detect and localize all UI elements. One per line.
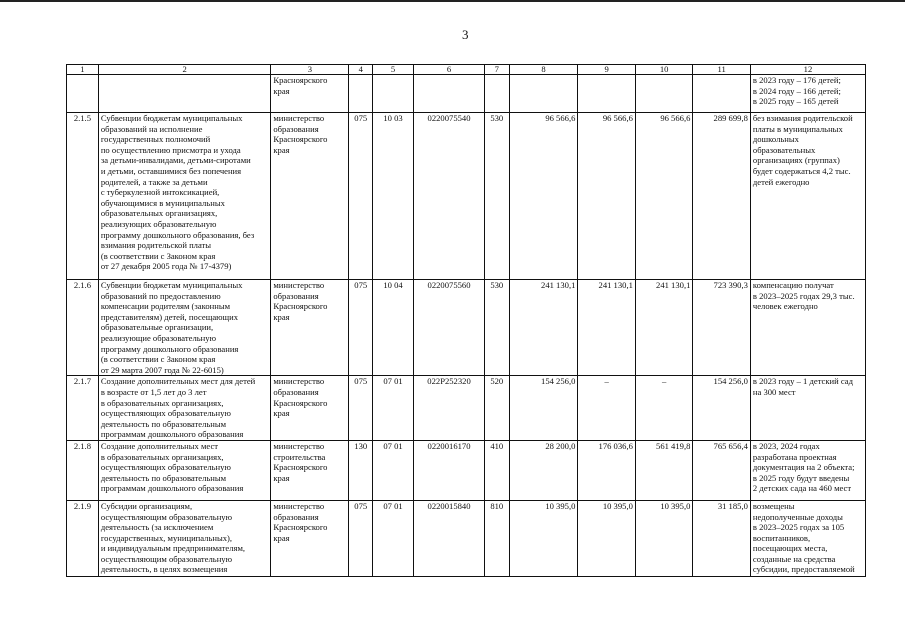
expected-result-cell-line: на 300 мест (752, 386, 796, 397)
expected-result-cell-line: воспитанников, (752, 532, 811, 543)
agency-cell (271, 376, 349, 441)
amount-2025-cell: – (635, 376, 693, 441)
column-header-4: 4 (349, 65, 373, 75)
expected-result-cell-line: созданные на средства (752, 553, 836, 564)
item-name-cell-line: образовательные организации, (100, 322, 214, 333)
item-name-cell-line: осуществляющим образовательную (100, 553, 233, 564)
expected-result-cell-line: в 2023–2025 годах 29,3 тыс. (752, 290, 855, 301)
expense-type-cell: 530 (484, 280, 509, 376)
table-row (67, 440, 866, 500)
column-header-1: 1 (67, 65, 99, 75)
expected-result-cell (750, 376, 865, 441)
item-name-cell-line: программам дошкольного образования (100, 429, 244, 440)
item-name-cell-line: государственных полномочий (100, 134, 211, 145)
expected-result-cell-line: образовательных (752, 144, 816, 155)
amount-total-cell: 289 699,8 (693, 113, 751, 280)
expected-result-cell-line: организациях (группах) (752, 155, 840, 166)
agency-cell-line: образования (273, 386, 319, 397)
item-name-cell-line: осуществляющих образовательную (100, 462, 231, 473)
agency-cell-line: Красноярского (273, 462, 328, 473)
item-name-cell-line: от 27 декабря 2005 года № 17-4379) (100, 261, 232, 272)
amount-2023-cell (509, 75, 578, 113)
amount-total-cell: 31 185,0 (693, 500, 751, 576)
expected-result-cell-line: детей ежегодно (752, 176, 810, 187)
item-name-cell (98, 440, 271, 500)
agency-cell-line: образования (273, 123, 319, 134)
ministry-code-cell: 075 (349, 500, 373, 576)
column-header-10: 10 (635, 65, 693, 75)
section-code-cell: 07 01 (373, 440, 414, 500)
expected-result-cell-line: в 2024 году – 166 детей; (752, 85, 841, 96)
column-header-6: 6 (414, 65, 485, 75)
section-code-cell: 07 01 (373, 376, 414, 441)
item-number-cell: 2.1.9 (67, 500, 99, 576)
expected-result-cell-line: возмещены (752, 500, 795, 511)
item-name-cell-line: образований по предоставлению (100, 290, 221, 301)
target-code-cell (414, 75, 485, 113)
top-border-line (0, 0, 905, 2)
item-name-cell-line: реализующие образовательную (100, 332, 216, 343)
item-name-cell-line: образовательных организациях, (100, 208, 218, 219)
column-header-2: 2 (98, 65, 271, 75)
item-name-cell-line: программам дошкольного образования (100, 483, 244, 494)
expected-result-cell-line: посещающих места, (752, 543, 828, 554)
page-number: 3 (462, 27, 469, 42)
item-number-cell: 2.1.7 (67, 376, 99, 441)
item-number-cell (67, 75, 99, 113)
item-name-cell-line: деятельность (за исключением (100, 522, 214, 533)
amount-2024-cell: – (578, 376, 636, 441)
target-code-cell: 022P252320 (414, 376, 485, 441)
item-name-cell (98, 75, 271, 113)
item-name-cell-line: в образовательных организациях, (100, 451, 224, 462)
item-name-cell-line: деятельность, в целях возмещения (100, 564, 228, 575)
expected-result-cell-line: в 2025 году – 165 детей (752, 96, 839, 107)
expected-result-cell-line: будет содержаться 4,2 тыс. (752, 165, 851, 176)
item-name-cell-line: обучающимися в муниципальных (100, 197, 225, 208)
expected-result-cell-line: субсидии, предоставляемой (752, 564, 855, 575)
amount-2024-cell: 96 566,6 (578, 113, 636, 280)
amount-2024-cell: 176 036,6 (578, 440, 636, 500)
agency-cell-line: Красноярского (273, 75, 328, 85)
amount-2025-cell: 561 419,8 (635, 440, 693, 500)
expected-result-cell-line: в 2023, 2024 годах (752, 440, 820, 451)
amount-2023-cell: 154 256,0 (509, 376, 578, 441)
expense-type-cell: 810 (484, 500, 509, 576)
agency-cell-line: края (273, 144, 290, 155)
agency-cell-line: Красноярского (273, 134, 328, 145)
expected-result-cell-line: в 2023 году – 176 детей; (752, 75, 841, 85)
agency-cell-line: края (273, 311, 290, 322)
expected-result-cell (750, 440, 865, 500)
expense-type-cell: 410 (484, 440, 509, 500)
agency-cell-line: образования (273, 290, 319, 301)
column-header-12: 12 (750, 65, 865, 75)
item-name-cell-line: и индивидуальным предпринимателям, (100, 543, 246, 554)
agency-cell-line: края (273, 85, 290, 96)
amount-2023-cell: 96 566,6 (509, 113, 578, 280)
item-name-cell-line: государственных, муниципальных), (100, 532, 233, 543)
amount-2023-cell: 241 130,1 (509, 280, 578, 376)
expense-type-cell: 530 (484, 113, 509, 280)
expected-result-cell-line: в 2023 году – 1 детский сад (752, 376, 853, 387)
agency-cell (271, 280, 349, 376)
expected-result-cell-line: разработана проектная (752, 451, 837, 462)
agency-cell-line: министерство (273, 113, 325, 123)
table-row (67, 500, 866, 576)
table-row (67, 376, 866, 441)
table-row (67, 113, 866, 280)
expected-result-cell-line: в 2023–2025 годах за 105 (752, 522, 845, 533)
item-name-cell-line: в образовательных организациях, (100, 397, 224, 408)
item-name-cell-line: образований на исполнение (100, 123, 203, 134)
item-name-cell (98, 280, 271, 376)
expected-result-cell-line: 2 детских сада на 460 мест (752, 483, 852, 494)
item-name-cell-line: компенсации родителям (законным (100, 301, 231, 312)
item-name-cell-line: Субвенции бюджетам муниципальных (100, 280, 243, 290)
agency-cell-line: края (273, 408, 290, 419)
amount-total-cell: 723 390,3 (693, 280, 751, 376)
ministry-code-cell: 075 (349, 280, 373, 376)
item-name-cell-line: в возрасте от 1,5 лет до 3 лет (100, 386, 207, 397)
item-name-cell-line: осуществляющим образовательную (100, 511, 233, 522)
agency-cell-line: министерство (273, 500, 325, 511)
agency-cell (271, 500, 349, 576)
ministry-code-cell (349, 75, 373, 113)
item-name-cell (98, 376, 271, 441)
header-row (67, 65, 866, 75)
expected-result-cell-line: в 2025 году будут введены (752, 472, 850, 483)
item-name-cell-line: программу дошкольного образования, без (100, 229, 255, 240)
item-name-cell-line: (в соответствии с Законом края (100, 250, 216, 261)
ministry-code-cell: 130 (349, 440, 373, 500)
target-code-cell: 0220075540 (414, 113, 485, 280)
section-code-cell: 10 03 (373, 113, 414, 280)
expected-result-cell-line: недополученные доходы (752, 511, 843, 522)
expected-result-cell-line: человек ежегодно (752, 301, 818, 312)
target-code-cell: 0220075560 (414, 280, 485, 376)
expected-result-cell (750, 75, 865, 113)
agency-cell-line: министерство (273, 280, 325, 290)
amount-total-cell (693, 75, 751, 113)
item-name-cell-line: от 29 марта 2007 года № 22-6015) (100, 364, 224, 375)
amount-2024-cell: 241 130,1 (578, 280, 636, 376)
agency-cell-line: министерство (273, 440, 325, 451)
item-name-cell-line: за детьми-инвалидами, детьми-сиротами (100, 155, 251, 166)
amount-2023-cell: 10 395,0 (509, 500, 578, 576)
expected-result-cell (750, 280, 865, 376)
item-name-cell-line: представителям) детей, посещающих (100, 311, 239, 322)
amount-2025-cell (635, 75, 693, 113)
item-name-cell (98, 500, 271, 576)
item-name-cell-line: реализующих образовательную (100, 218, 217, 229)
item-name-cell-line: деятельность по образовательным (100, 418, 227, 429)
item-number-cell: 2.1.6 (67, 280, 99, 376)
expected-result-cell-line: платы в муниципальных (752, 123, 843, 134)
ministry-code-cell: 075 (349, 113, 373, 280)
expected-result-cell (750, 113, 865, 280)
item-name-cell-line: Субвенции бюджетам муниципальных (100, 113, 243, 123)
ministry-code-cell: 075 (349, 376, 373, 441)
item-name-cell (98, 113, 271, 280)
amount-total-cell: 765 656,4 (693, 440, 751, 500)
item-name-cell-line: деятельность по образовательным (100, 472, 227, 483)
agency-cell-line: Красноярского (273, 301, 328, 312)
amount-2025-cell: 96 566,6 (635, 113, 693, 280)
expected-result-cell-line: компенсацию получат (752, 280, 834, 290)
expense-type-cell: 520 (484, 376, 509, 441)
amount-2024-cell (578, 75, 636, 113)
agency-cell-line: образования (273, 511, 319, 522)
expected-result-cell-line: без взимания родительской (752, 113, 853, 123)
item-name-cell-line: Создание дополнительных мест для детей (100, 376, 256, 387)
agency-cell (271, 440, 349, 500)
amount-2024-cell: 10 395,0 (578, 500, 636, 576)
column-header-11: 11 (693, 65, 751, 75)
expected-result-cell (750, 500, 865, 576)
budget-table (66, 64, 866, 577)
table-row (67, 280, 866, 376)
section-code-cell: 10 04 (373, 280, 414, 376)
amount-2023-cell: 28 200,0 (509, 440, 578, 500)
item-name-cell-line: (в соответствии с Законом края (100, 354, 216, 365)
item-name-cell-line: программу дошкольного образования (100, 343, 239, 354)
target-code-cell: 0220016170 (414, 440, 485, 500)
column-header-9: 9 (578, 65, 636, 75)
expense-type-cell (484, 75, 509, 113)
agency-cell-line: края (273, 532, 290, 543)
column-header-8: 8 (509, 65, 578, 75)
agency-cell (271, 75, 349, 113)
item-name-cell-line: с туберкулезной интоксикацией, (100, 187, 220, 198)
agency-cell-line: Красноярского (273, 522, 328, 533)
section-code-cell (373, 75, 414, 113)
column-header-3: 3 (271, 65, 349, 75)
section-code-cell: 07 01 (373, 500, 414, 576)
item-name-cell-line: родителей, а также за детьми (100, 176, 208, 187)
item-name-cell-line: осуществляющих образовательную (100, 408, 231, 419)
item-name-cell-line: взимания родительской платы (100, 240, 212, 251)
item-name-cell-line: и детьми, оставшимися без попечения (100, 165, 242, 176)
item-number-cell: 2.1.5 (67, 113, 99, 280)
item-number-cell: 2.1.8 (67, 440, 99, 500)
agency-cell-line: Красноярского (273, 397, 328, 408)
target-code-cell: 0220015840 (414, 500, 485, 576)
expected-result-cell-line: дошкольных (752, 134, 799, 145)
agency-cell-line: строительства (273, 451, 326, 462)
amount-total-cell: 154 256,0 (693, 376, 751, 441)
amount-2025-cell: 241 130,1 (635, 280, 693, 376)
table-body (67, 75, 866, 577)
agency-cell (271, 113, 349, 280)
table-row (67, 75, 866, 113)
column-header-7: 7 (484, 65, 509, 75)
amount-2025-cell: 10 395,0 (635, 500, 693, 576)
agency-cell-line: края (273, 472, 290, 483)
item-name-cell-line: по осуществлению присмотра и ухода (100, 144, 241, 155)
item-name-cell-line: Субсидии организациям, (100, 500, 193, 511)
expected-result-cell-line: документация на 2 объекта; (752, 462, 855, 473)
item-name-cell-line: Создание дополнительных мест (100, 440, 219, 451)
column-header-5: 5 (373, 65, 414, 75)
agency-cell-line: министерство (273, 376, 325, 387)
